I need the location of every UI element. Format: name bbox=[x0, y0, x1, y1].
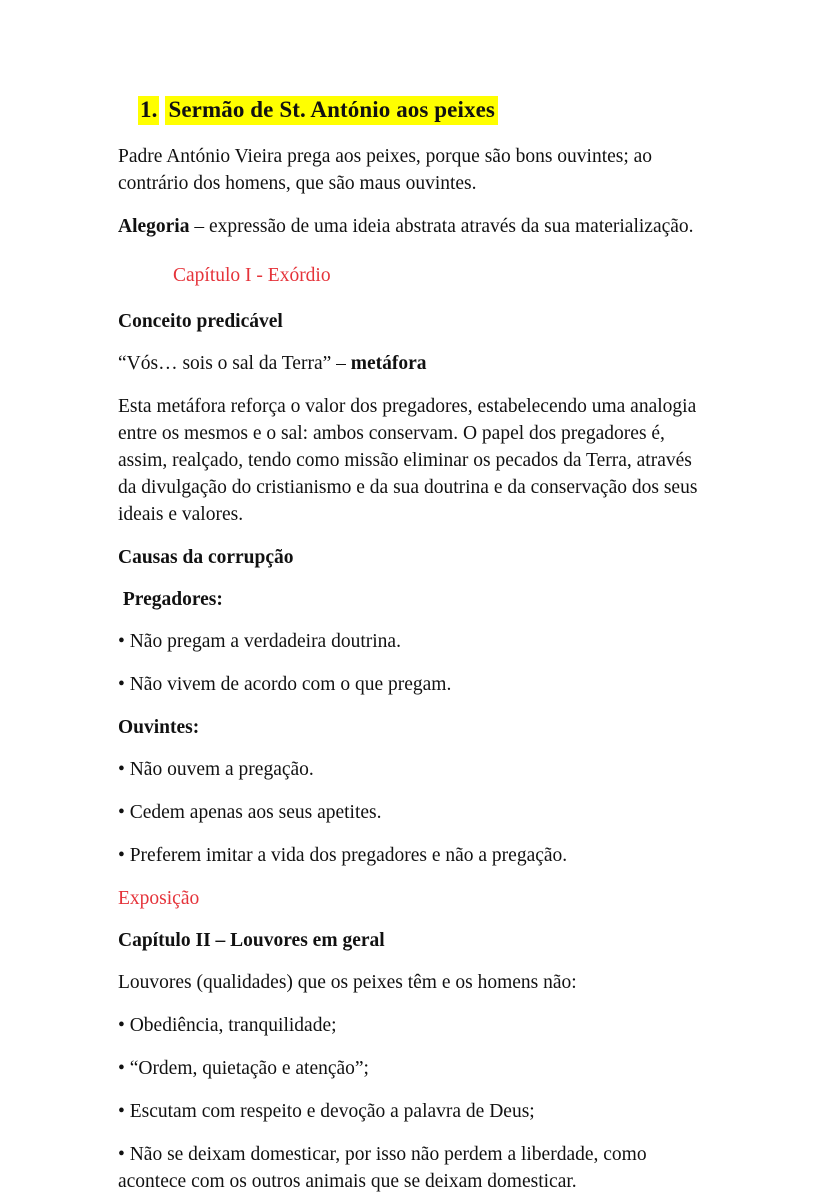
concept-heading: Conceito predicável bbox=[118, 311, 283, 332]
listeners-heading: Ouvintes: bbox=[118, 717, 200, 738]
chapter-one-red-heading: Capítulo I - Exórdio bbox=[173, 265, 331, 286]
chapter-two-intro: Louvores (qualidades) que os peixes têm e os homens não: bbox=[118, 972, 577, 993]
title-number: 1. bbox=[138, 96, 159, 125]
title-text: Sermão de St. António aos peixes bbox=[165, 96, 498, 125]
preachers-heading: Pregadores: bbox=[118, 589, 223, 610]
list-item: • Não ouvem a pregação. bbox=[118, 759, 314, 780]
list-item: • Não se deixam domesticar, por isso não perdem a liberdade, como acontece com os outros animais que se deixam domesticar. bbox=[118, 1144, 652, 1192]
list-item: • Não vivem de acordo com o que pregam. bbox=[118, 674, 452, 695]
page-title bbox=[138, 96, 710, 125]
list-item: • Preferem imitar a vida dos pregadores e não a pregação. bbox=[118, 845, 568, 866]
document-content bbox=[118, 96, 710, 1195]
explanation-paragraph: Esta metáfora reforça o valor dos pregadores, estabelecendo uma analogia entre os mesmos e o sal: ambos conservam. O papel dos pregadores é, assim, realçado, tendo como missão eliminar os pecados da Terra, através da divulgação do cristianismo e da sua doutrina e da conservação dos seus ideais e valores. bbox=[118, 396, 698, 525]
list-item: • Obediência, tranquilidade; bbox=[118, 1015, 337, 1036]
list-item: • Escutam com respeito e devoção a palavra de Deus; bbox=[118, 1101, 535, 1122]
list-item: • Não pregam a verdadeira doutrina. bbox=[118, 631, 401, 652]
chapter-two-red-heading: Exposição bbox=[118, 888, 200, 909]
list-item: • Cedem apenas aos seus apetites. bbox=[118, 802, 382, 823]
intro-paragraph: Padre António Vieira prega aos peixes, porque são bons ouvintes; ao contrário dos homens, que são maus ouvintes. bbox=[118, 146, 653, 194]
allegory-definition bbox=[118, 213, 710, 240]
quote-text: “Vós… sois o sal da Terra” – bbox=[118, 353, 351, 374]
quote-emphasis: metáfora bbox=[350, 353, 427, 374]
allegory-text: – expressão de uma ideia abstrata através da sua materialização. bbox=[189, 216, 694, 237]
list-item: • “Ordem, quietação e atenção”; bbox=[118, 1058, 369, 1079]
chapter-two-heading: Capítulo II – Louvores em geral bbox=[118, 930, 385, 951]
causes-heading: Causas da corrupção bbox=[118, 547, 294, 568]
quote-line bbox=[118, 350, 710, 377]
allegory-term: Alegoria bbox=[118, 216, 190, 237]
